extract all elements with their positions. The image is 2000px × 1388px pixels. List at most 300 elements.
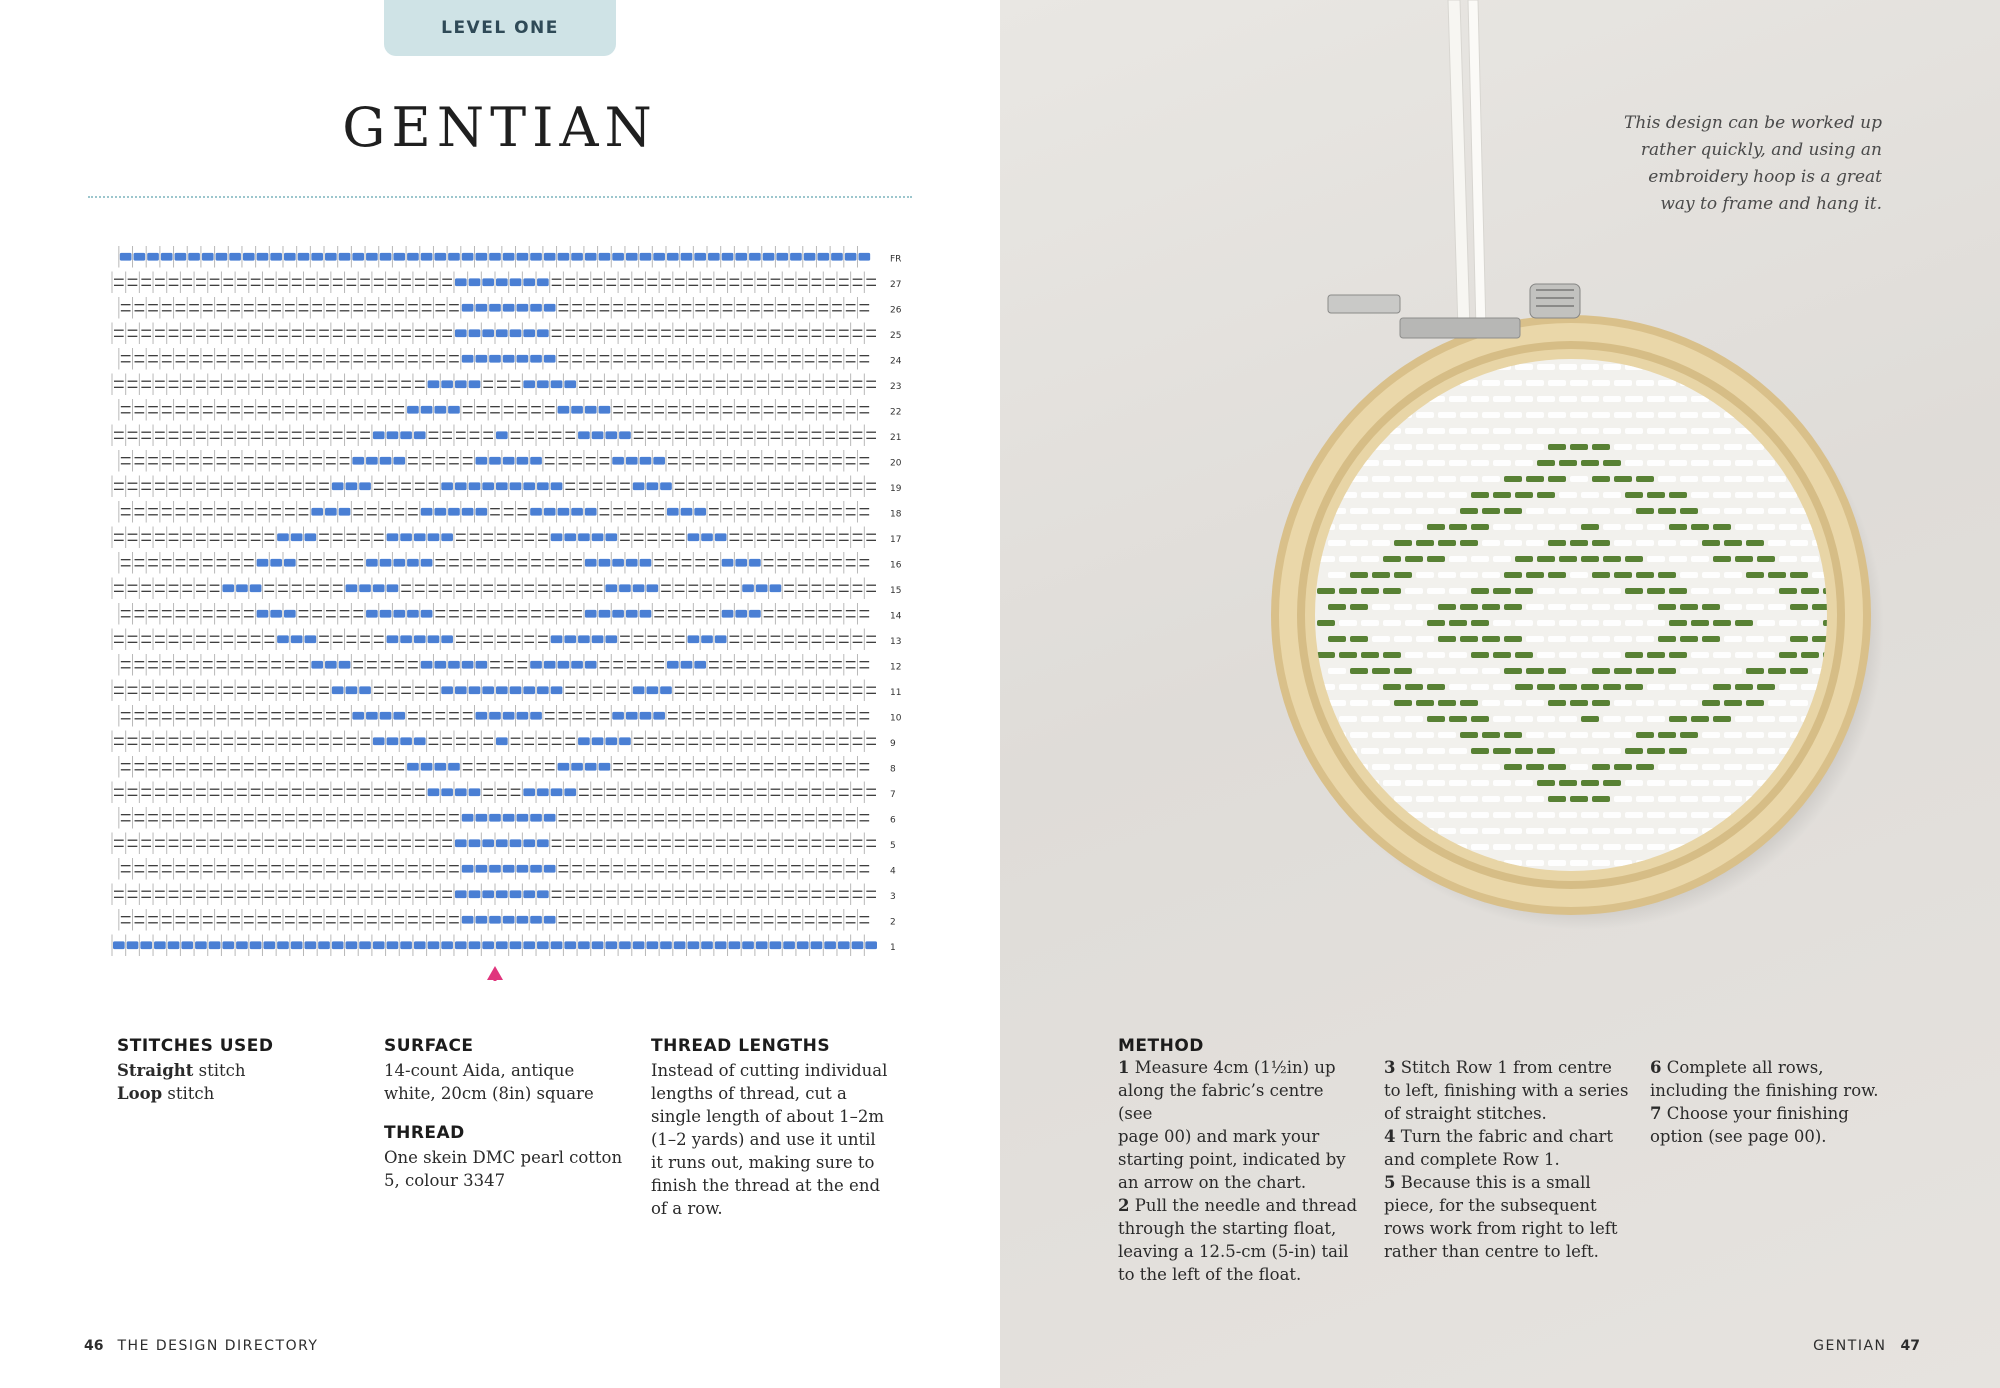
chart-stitch-pattern (633, 686, 645, 694)
fabric-weave (1823, 396, 1841, 402)
embroidery-stitch-green (1482, 732, 1500, 738)
chart-stitch-pattern (510, 890, 522, 898)
chart-stitch-pattern (496, 941, 508, 949)
fabric-weave (1614, 508, 1632, 514)
fabric-weave (1691, 652, 1709, 658)
chart-stitch-pattern (229, 253, 241, 261)
embroidery-stitch-green (1559, 460, 1577, 466)
chart-stitch-pattern (530, 253, 542, 261)
fabric-weave (1482, 668, 1500, 674)
chart-row-label: 18 (890, 509, 902, 520)
chart-stitch-pattern (530, 508, 542, 516)
fabric-weave (1482, 476, 1500, 482)
fabric-weave (1757, 460, 1775, 466)
chart-stitch-pattern (441, 941, 453, 949)
fabric-weave (1350, 732, 1368, 738)
chart-stitch-pattern (558, 253, 570, 261)
chart-stitch-pattern (154, 941, 166, 949)
chart-stitch-pattern (469, 686, 481, 694)
chart-stitch-pattern (414, 941, 426, 949)
chart-stitch-pattern (510, 839, 522, 847)
embroidery-stitch-green (1328, 636, 1346, 642)
fabric-weave (1383, 780, 1401, 786)
chart-stitch-pattern (482, 890, 494, 898)
chart-stitch-pattern (469, 941, 481, 949)
chart-stitch-pattern (722, 610, 734, 618)
embroidery-stitch-green (1537, 556, 1555, 562)
embroidery-stitch-green (1647, 492, 1665, 498)
embroidery-stitch-green (1548, 700, 1566, 706)
embroidery-stitch-green (1504, 476, 1522, 482)
fabric-weave (1691, 748, 1709, 754)
fabric-weave (1416, 412, 1434, 418)
chart-stitch-pattern (599, 253, 611, 261)
fabric-weave (1559, 748, 1577, 754)
chart-stitch-pattern (605, 941, 617, 949)
embroidery-stitch-green (1746, 700, 1764, 706)
chart-stitch-pattern (667, 253, 679, 261)
fabric-weave (1680, 668, 1698, 674)
chart-stitch-pattern (694, 253, 706, 261)
embroidery-stitch-green (1460, 604, 1478, 610)
fabric-weave (1449, 492, 1467, 498)
fabric-weave (1757, 652, 1775, 658)
chart-stitch-pattern (845, 253, 857, 261)
fabric-weave (1636, 412, 1654, 418)
embroidery-stitch-green (1592, 572, 1610, 578)
chart-stitch-pattern (523, 890, 535, 898)
chart-row-label: 7 (890, 789, 896, 800)
embroidery-stitch-green (1515, 684, 1533, 690)
chart-stitch-pattern (140, 941, 152, 949)
fabric-weave (1537, 652, 1555, 658)
chart-stitch-pattern (530, 814, 542, 822)
fabric-weave (1779, 684, 1797, 690)
embroidery-stitch-green (1790, 604, 1808, 610)
embroidery-stitch-green (1603, 556, 1621, 562)
embroidery-stitch-green (1691, 716, 1709, 722)
fabric-weave (1515, 428, 1533, 434)
chart-row-label: 20 (890, 458, 902, 469)
embroidery-stitch-green (1625, 684, 1643, 690)
chart-row-label: 17 (890, 534, 902, 545)
chart-stitch-pattern (352, 457, 364, 465)
fabric-weave (1669, 684, 1687, 690)
chart-stitch-pattern (482, 686, 494, 694)
chart-stitch-pattern (715, 635, 727, 643)
fabric-weave (1328, 380, 1346, 386)
fabric-weave (1570, 668, 1588, 674)
fabric-weave (1614, 412, 1632, 418)
fabric-weave (1768, 508, 1786, 514)
chart-stitch-pattern (380, 559, 392, 567)
embroidery-stitch-green (1350, 604, 1368, 610)
fabric-weave (1779, 556, 1797, 562)
embroidery-stitch-green (1526, 764, 1544, 770)
fabric-weave (1669, 460, 1687, 466)
fabric-weave (1559, 428, 1577, 434)
fabric-weave (1504, 380, 1522, 386)
chart-stitch-pattern (339, 661, 351, 669)
fabric-weave (1460, 444, 1478, 450)
chart-stitch-pattern (284, 253, 296, 261)
chart-stitch-pattern (414, 737, 426, 745)
chart-stitch-pattern (517, 457, 529, 465)
embroidery-stitch-green (1394, 572, 1412, 578)
chart-stitch-pattern (352, 712, 364, 720)
chart-stitch-pattern (646, 941, 658, 949)
chart-stitch-pattern (414, 431, 426, 439)
chart-stitch-pattern (537, 329, 549, 337)
fabric-weave (1548, 380, 1566, 386)
fabric-weave (1636, 700, 1654, 706)
fabric-weave (1647, 556, 1665, 562)
fabric-weave (1581, 620, 1599, 626)
chart-stitch-pattern (441, 482, 453, 490)
stitch-loop-name: Loop (117, 1084, 163, 1103)
embroidery-stitch-green (1592, 540, 1610, 546)
fabric-weave (1801, 396, 1819, 402)
chart-stitch-pattern (742, 584, 754, 592)
chart-stitch-pattern (407, 253, 419, 261)
chart-stitch-pattern (277, 941, 289, 949)
embroidery-stitch-green (1680, 636, 1698, 642)
fabric-weave (1471, 460, 1489, 466)
chart-stitch-pattern (175, 253, 187, 261)
chart-stitch-pattern (496, 839, 508, 847)
chart-stitch-pattern (633, 482, 645, 490)
embroidery-stitch-green (1625, 556, 1643, 562)
fabric-weave (1361, 684, 1379, 690)
chart-stitch-pattern (359, 686, 371, 694)
embroidery-stitch-green (1592, 444, 1610, 450)
chart-stitch-pattern (366, 712, 378, 720)
fabric-weave (1724, 764, 1742, 770)
page-title: GENTIAN (342, 96, 658, 159)
chart-stitch-pattern (250, 584, 262, 592)
chart-stitch-pattern (387, 533, 399, 541)
fabric-weave (1669, 396, 1687, 402)
embroidery-stitch-green (1658, 668, 1676, 674)
chart-stitch-pattern (441, 533, 453, 541)
embroidery-stitch-green (1790, 668, 1808, 674)
chart-stitch-pattern (523, 941, 535, 949)
chart-stitch-pattern (469, 890, 481, 898)
embroidery-stitch-green (1647, 748, 1665, 754)
fabric-weave (1427, 460, 1445, 466)
fabric-weave (1779, 716, 1797, 722)
chart-stitch-pattern (503, 814, 515, 822)
fabric-weave (1768, 636, 1786, 642)
chart-stitch-pattern (640, 457, 652, 465)
fabric-weave (1405, 716, 1423, 722)
fabric-weave (1603, 428, 1621, 434)
embroidery-stitch-green (1625, 652, 1643, 658)
embroidery-stitch-green (1526, 476, 1544, 482)
chart-stitch-pattern (270, 253, 282, 261)
fabric-weave (1647, 620, 1665, 626)
fabric-weave (1405, 492, 1423, 498)
chart-stitch-pattern (646, 584, 658, 592)
chart-stitch-pattern (571, 253, 583, 261)
footer-section-left: THE DESIGN DIRECTORY (117, 1338, 319, 1354)
chart-row-label: 25 (890, 330, 902, 341)
chart-stitch-pattern (366, 559, 378, 567)
embroidery-stitch-green (1581, 780, 1599, 786)
fabric-weave (1812, 380, 1830, 386)
chart-stitch-pattern (558, 508, 570, 516)
chart-stitch-pattern (305, 941, 317, 949)
embroidery-stitch-green (1328, 604, 1346, 610)
embroidery-stitch-green (1515, 652, 1533, 658)
chart-row-label: 14 (890, 611, 902, 622)
fabric-weave (1438, 668, 1456, 674)
fabric-weave (1801, 364, 1819, 370)
fabric-weave (1493, 524, 1511, 530)
surface-heading: SURFACE (384, 1036, 474, 1056)
chart-stitch-pattern (605, 584, 617, 592)
chart-stitch-pattern (400, 533, 412, 541)
fabric-weave (1614, 604, 1632, 610)
embroidery-stitch-green (1581, 716, 1599, 722)
fabric-weave (1669, 780, 1687, 786)
embroidery-stitch-green (1702, 636, 1720, 642)
embroidery-stitch-green (1438, 604, 1456, 610)
chart-stitch-pattern (558, 406, 570, 414)
chart-stitch-pattern (537, 278, 549, 286)
chart-stitch-pattern (407, 610, 419, 618)
chart-row-label: 19 (890, 483, 902, 494)
embroidery-stitch-green (1427, 684, 1445, 690)
fabric-weave (1493, 716, 1511, 722)
fabric-weave (1647, 780, 1665, 786)
chart-stitch-pattern (414, 635, 426, 643)
chart-stitch-pattern (366, 457, 378, 465)
fabric-weave (1427, 492, 1445, 498)
chart-stitch-pattern (503, 865, 515, 873)
embroidery-stitch-green (1636, 572, 1654, 578)
chart-stitch-pattern (455, 380, 467, 388)
chart-stitch-pattern (619, 584, 631, 592)
fabric-weave (1394, 604, 1412, 610)
chart-stitch-pattern (605, 635, 617, 643)
chart-row-label: 11 (890, 687, 902, 698)
chart-stitch-pattern (592, 737, 604, 745)
surface-line: white, 20cm (8in) square (384, 1084, 594, 1103)
chart-row-label: 10 (890, 713, 902, 724)
chart-stitch-pattern (510, 941, 522, 949)
chart-stitch-pattern (277, 533, 289, 541)
fabric-weave (1416, 476, 1434, 482)
fabric-weave (1702, 508, 1720, 514)
chart-row-label: 12 (890, 662, 902, 673)
embroidery-stitch-green (1372, 572, 1390, 578)
chart-stitch-pattern (599, 763, 611, 771)
fabric-weave (1658, 412, 1676, 418)
chart-stitch-pattern (578, 431, 590, 439)
chart-stitch-pattern (530, 865, 542, 873)
chart-stitch-pattern (735, 559, 747, 567)
fabric-weave (1768, 540, 1786, 546)
chart-stitch-pattern (455, 329, 467, 337)
chart-stitch-pattern (387, 737, 399, 745)
embroidery-stitch-green (1735, 620, 1753, 626)
chart-stitch-pattern (387, 584, 399, 592)
chart-stitch-pattern (667, 661, 679, 669)
chart-stitch-pattern (503, 916, 515, 924)
embroidery-stitch-green (1713, 556, 1731, 562)
embroidery-stitch-green (1504, 732, 1522, 738)
embroidery-stitch-green (1526, 668, 1544, 674)
fabric-weave (1581, 588, 1599, 594)
chart-stitch-pattern (852, 941, 864, 949)
fabric-weave (1724, 668, 1742, 674)
chart-stitch-pattern (475, 508, 487, 516)
chart-stitch-pattern (660, 482, 672, 490)
stitch-loop (117, 1082, 347, 1105)
fabric-weave (1702, 572, 1720, 578)
fabric-weave (1658, 476, 1676, 482)
embroidery-stitch-green (1680, 732, 1698, 738)
fabric-weave (1702, 764, 1720, 770)
fabric-weave (1471, 780, 1489, 786)
chart-stitch-pattern (428, 635, 440, 643)
embroidery-stitch-green (1460, 732, 1478, 738)
fabric-weave (1691, 428, 1709, 434)
fabric-weave (1526, 412, 1544, 418)
fabric-weave (1317, 396, 1335, 402)
fabric-weave (1493, 556, 1511, 562)
chart-row-label: 2 (890, 917, 896, 928)
fabric-weave (1526, 444, 1544, 450)
embroidery-stitch-green (1416, 700, 1434, 706)
chart-stitch-pattern (236, 941, 248, 949)
chart-stitch-pattern (373, 584, 385, 592)
chart-stitch-pattern (270, 610, 282, 618)
fabric-weave (1713, 652, 1731, 658)
chart-stitch-pattern (592, 533, 604, 541)
chart-stitch-pattern (729, 941, 741, 949)
chart-stitch-pattern (311, 253, 323, 261)
chart-stitch-pattern (770, 584, 782, 592)
thread-line: 5, colour 3347 (384, 1171, 506, 1190)
fabric-weave (1746, 764, 1764, 770)
chart-row-label: 26 (890, 305, 902, 316)
embroidery-stitch-green (1559, 780, 1577, 786)
fabric-weave (1372, 604, 1390, 610)
chart-stitch-pattern (455, 788, 467, 796)
chart-stitch-pattern (489, 814, 501, 822)
fabric-weave (1592, 604, 1610, 610)
fabric-weave (1812, 412, 1830, 418)
fabric-weave (1636, 380, 1654, 386)
fabric-weave (1658, 540, 1676, 546)
embroidery-stitch-green (1515, 492, 1533, 498)
embroidery-stitch-green (1449, 524, 1467, 530)
chart-stitch-pattern (339, 508, 351, 516)
fabric-weave (1537, 396, 1555, 402)
chart-stitch-pattern (441, 635, 453, 643)
embroidery-stitch-green (1614, 476, 1632, 482)
fabric-weave (1658, 764, 1676, 770)
fabric-weave (1735, 748, 1753, 754)
fabric-weave (1724, 572, 1742, 578)
chart-stitch-pattern (558, 661, 570, 669)
fabric-weave (1735, 716, 1753, 722)
chart-stitch-pattern (496, 737, 508, 745)
fabric-weave (1328, 540, 1346, 546)
fabric-weave (1339, 524, 1357, 530)
fabric-weave (1493, 684, 1511, 690)
embroidery-stitch-green (1636, 508, 1654, 514)
fabric-weave (1603, 524, 1621, 530)
chart-stitch-pattern (496, 278, 508, 286)
chart-stitch-pattern (578, 737, 590, 745)
stitches-used-section (117, 1036, 347, 1105)
fabric-weave (1702, 412, 1720, 418)
fabric-weave (1669, 428, 1687, 434)
fabric-weave (1504, 700, 1522, 706)
fabric-weave (1405, 460, 1423, 466)
chart-row-label: 8 (890, 764, 896, 775)
chart-row-label: 5 (890, 840, 896, 851)
fabric-weave (1790, 540, 1808, 546)
fabric-weave (1625, 780, 1643, 786)
chart-stitch-pattern (537, 686, 549, 694)
embroidery-stitch-green (1515, 556, 1533, 562)
embroidery-stitch-green (1515, 748, 1533, 754)
chart-stitch-pattern (530, 661, 542, 669)
fabric-weave (1449, 780, 1467, 786)
chart-stitch-pattern (421, 661, 433, 669)
fabric-weave (1537, 428, 1555, 434)
chart-stitch-pattern (831, 253, 843, 261)
fabric-weave (1526, 636, 1544, 642)
embroidery-stitch-green (1504, 636, 1522, 642)
fabric-weave (1515, 396, 1533, 402)
fabric-weave (1559, 620, 1577, 626)
chart-stitch-pattern (770, 941, 782, 949)
fabric-weave (1482, 444, 1500, 450)
chart-stitch-pattern (284, 559, 296, 567)
chart-stitch-pattern (400, 941, 412, 949)
chart-stitch-pattern (537, 380, 549, 388)
chart-stitch-pattern (626, 559, 638, 567)
chart-stitch-pattern (414, 533, 426, 541)
chart-stitch-pattern (325, 661, 337, 669)
chart-stitch-pattern (612, 712, 624, 720)
fabric-weave (1658, 444, 1676, 450)
embroidery-stitch-green (1394, 700, 1412, 706)
chart-stitch-pattern (626, 253, 638, 261)
chart-stitch-pattern (455, 686, 467, 694)
fabric-weave (1383, 748, 1401, 754)
fabric-weave (1537, 364, 1555, 370)
embroidery-stitch-green (1559, 684, 1577, 690)
fabric-weave (1768, 700, 1786, 706)
chart-stitch-pattern (510, 278, 522, 286)
embroidery-stitch-green (1669, 524, 1687, 530)
embroidery-stitch-green (1416, 540, 1434, 546)
chart-stitch-pattern (749, 559, 761, 567)
fabric-weave (1559, 588, 1577, 594)
fabric-weave (1361, 620, 1379, 626)
fabric-weave (1350, 508, 1368, 514)
fabric-weave (1614, 540, 1632, 546)
fabric-weave (1779, 620, 1797, 626)
embroidery-stitch-green (1515, 588, 1533, 594)
chart-stitch-pattern (523, 686, 535, 694)
